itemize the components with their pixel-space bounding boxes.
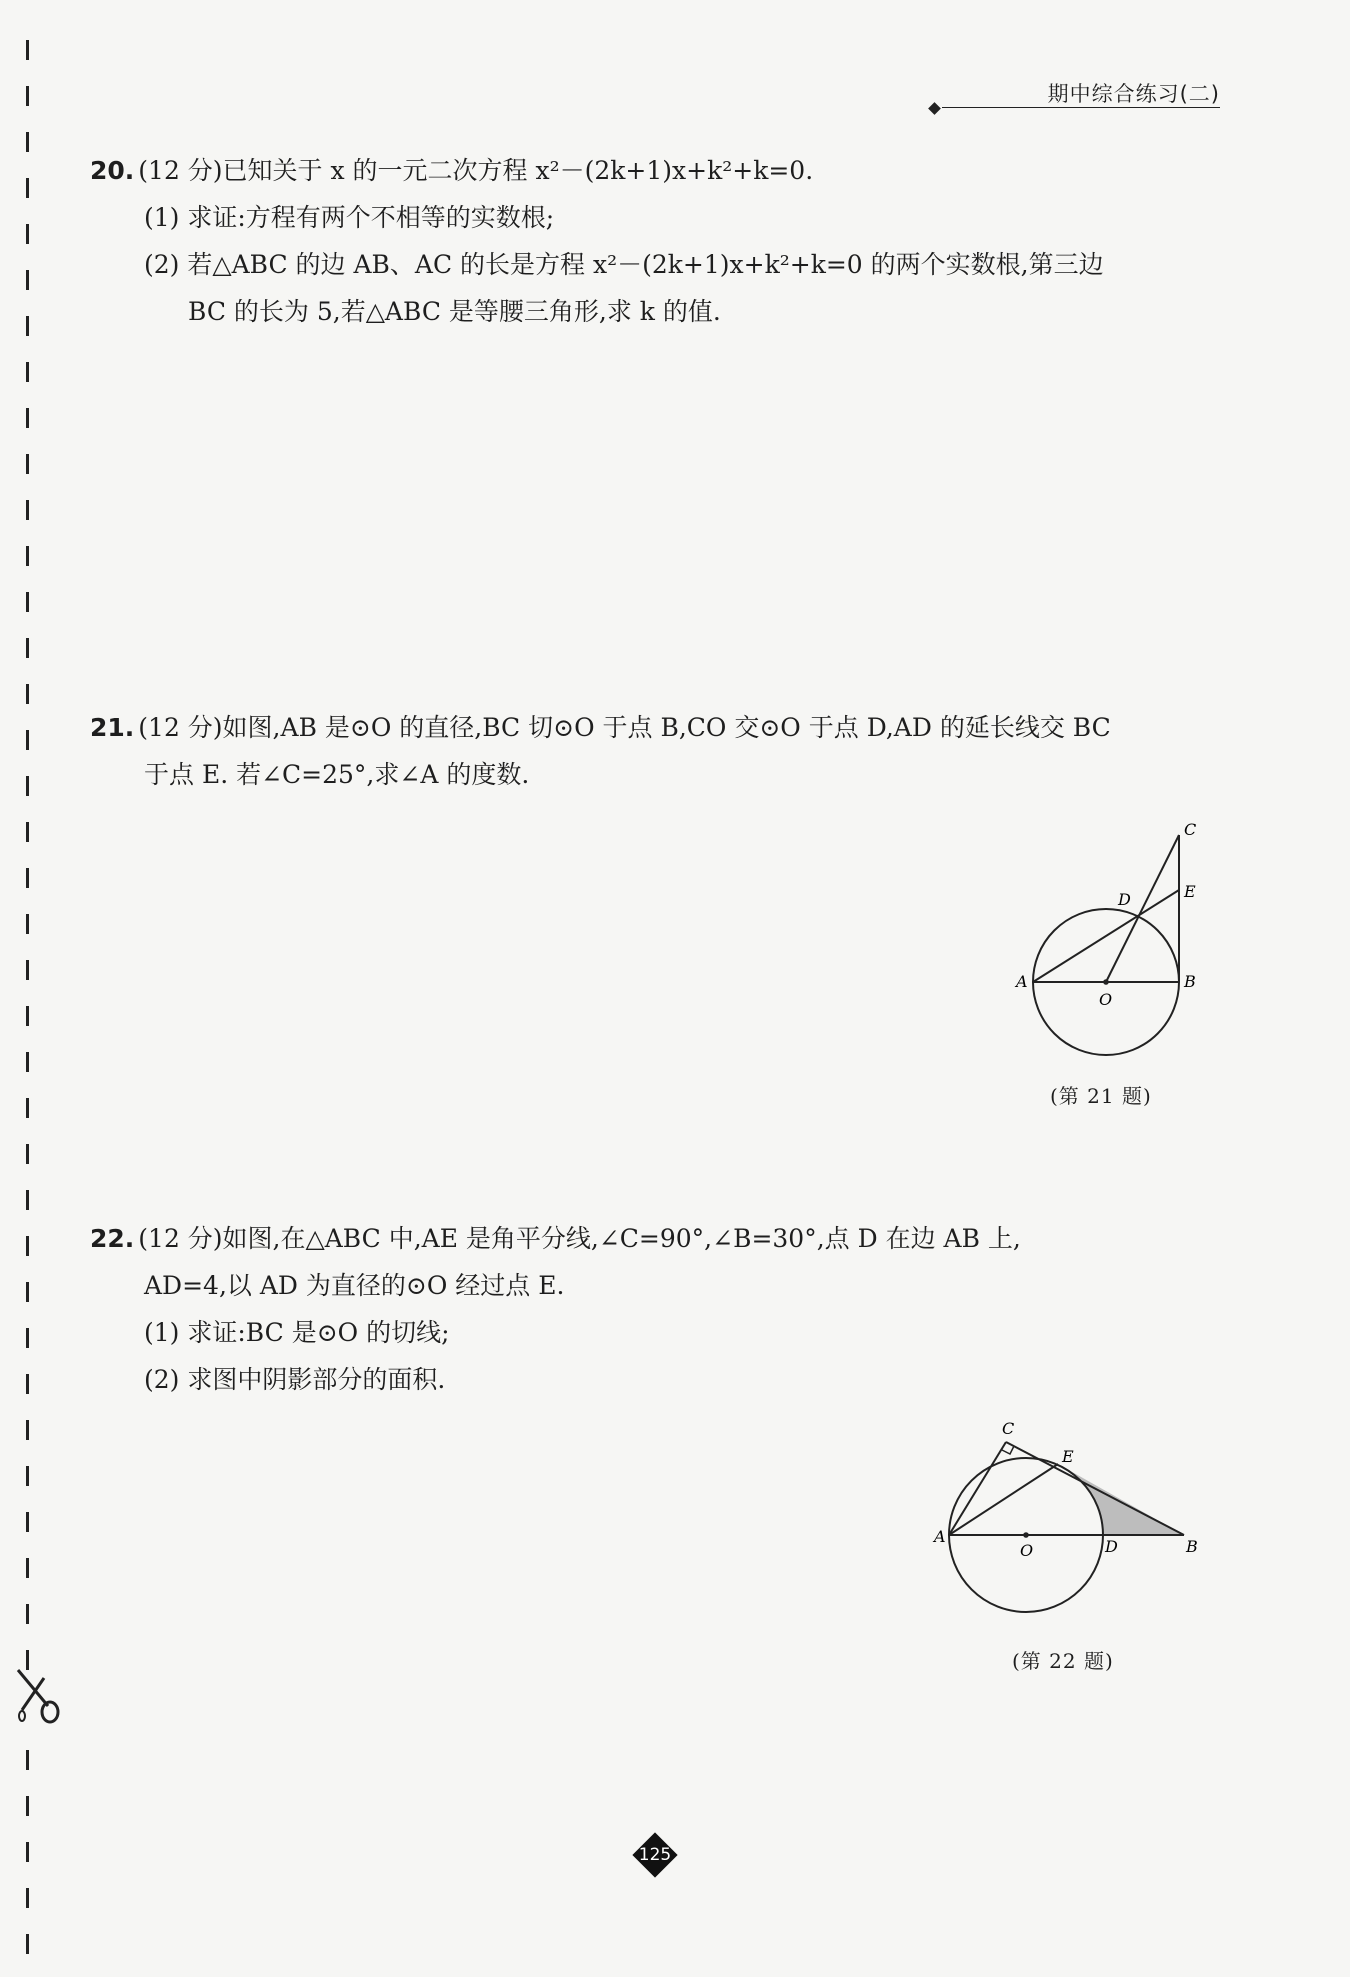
question-22-part-2: (2) 求图中阴影部分的面积. — [144, 1365, 446, 1394]
question-21 — [90, 704, 1220, 798]
question-number: 20. — [90, 156, 135, 185]
label-a: A — [934, 1527, 946, 1546]
figure-22-diagram — [930, 1410, 1200, 1625]
label-b: B — [1184, 972, 1196, 991]
header-rule — [942, 107, 1220, 109]
question-21-stem-cont: 于点 E. 若∠C=25°,求∠A 的度数. — [144, 760, 530, 789]
question-number: 21. — [90, 713, 135, 742]
center-point — [1103, 979, 1109, 985]
header-title: 期中综合练习(二) — [1047, 82, 1220, 106]
figure-21-caption: (第 21 题) — [1050, 1084, 1152, 1108]
label-b: B — [1186, 1537, 1198, 1556]
label-o: O — [1099, 990, 1113, 1009]
segment-co — [1106, 835, 1179, 982]
label-c: C — [1002, 1419, 1015, 1438]
question-21-stem: 21. (12 分)如图,AB 是⊙O 的直径,BC 切⊙O 于点 B,CO 交⊙O 于点 D,AD 的延长线交 BC — [90, 713, 1111, 742]
question-20-part-2-cont: BC 的长为 5,若△ABC 是等腰三角形,求 k 的值. — [188, 297, 721, 326]
label-e: E — [1184, 882, 1196, 901]
segment-ac — [949, 1442, 1006, 1535]
question-20-part-1: (1) 求证:方程有两个不相等的实数根; — [144, 203, 555, 232]
page-number-badge — [632, 1832, 678, 1878]
label-d: D — [1118, 890, 1131, 909]
label-e: E — [1062, 1447, 1074, 1466]
question-20-stem: 20. (12 分)已知关于 x 的一元二次方程 x²－(2k+1)x+k²+k=0. — [90, 156, 814, 185]
question-22-part-1: (1) 求证:BC 是⊙O 的切线; — [144, 1318, 450, 1347]
label-d: D — [1105, 1537, 1118, 1556]
segment-ae — [1033, 890, 1179, 982]
question-22-stem: 22. (12 分)如图,在△ABC 中,AE 是角平分线,∠C=90°,∠B=30°,点 D 在边 AB 上, — [90, 1224, 1021, 1253]
center-point — [1023, 1532, 1029, 1538]
label-a: A — [1016, 972, 1028, 991]
label-o: O — [1020, 1541, 1034, 1560]
question-20 — [90, 147, 1220, 335]
question-22-stem-cont: AD=4,以 AD 为直径的⊙O 经过点 E. — [144, 1271, 565, 1300]
question-20-part-2: (2) 若△ABC 的边 AB、AC 的长是方程 x²－(2k+1)x+k²+k=0 的两个实数根,第三边 — [144, 250, 1104, 279]
page-header — [930, 78, 1220, 114]
question-22 — [90, 1215, 1220, 1403]
label-c: C — [1184, 820, 1197, 839]
diamond-icon — [928, 102, 941, 115]
page-number: 125 — [638, 1845, 672, 1865]
figure-22-caption: (第 22 题) — [1012, 1649, 1114, 1673]
segment-ae — [949, 1464, 1058, 1535]
segment-cb — [1006, 1442, 1184, 1535]
figure-21-diagram — [1010, 815, 1210, 1090]
question-number: 22. — [90, 1224, 135, 1253]
scissors-icon — [14, 1666, 60, 1726]
